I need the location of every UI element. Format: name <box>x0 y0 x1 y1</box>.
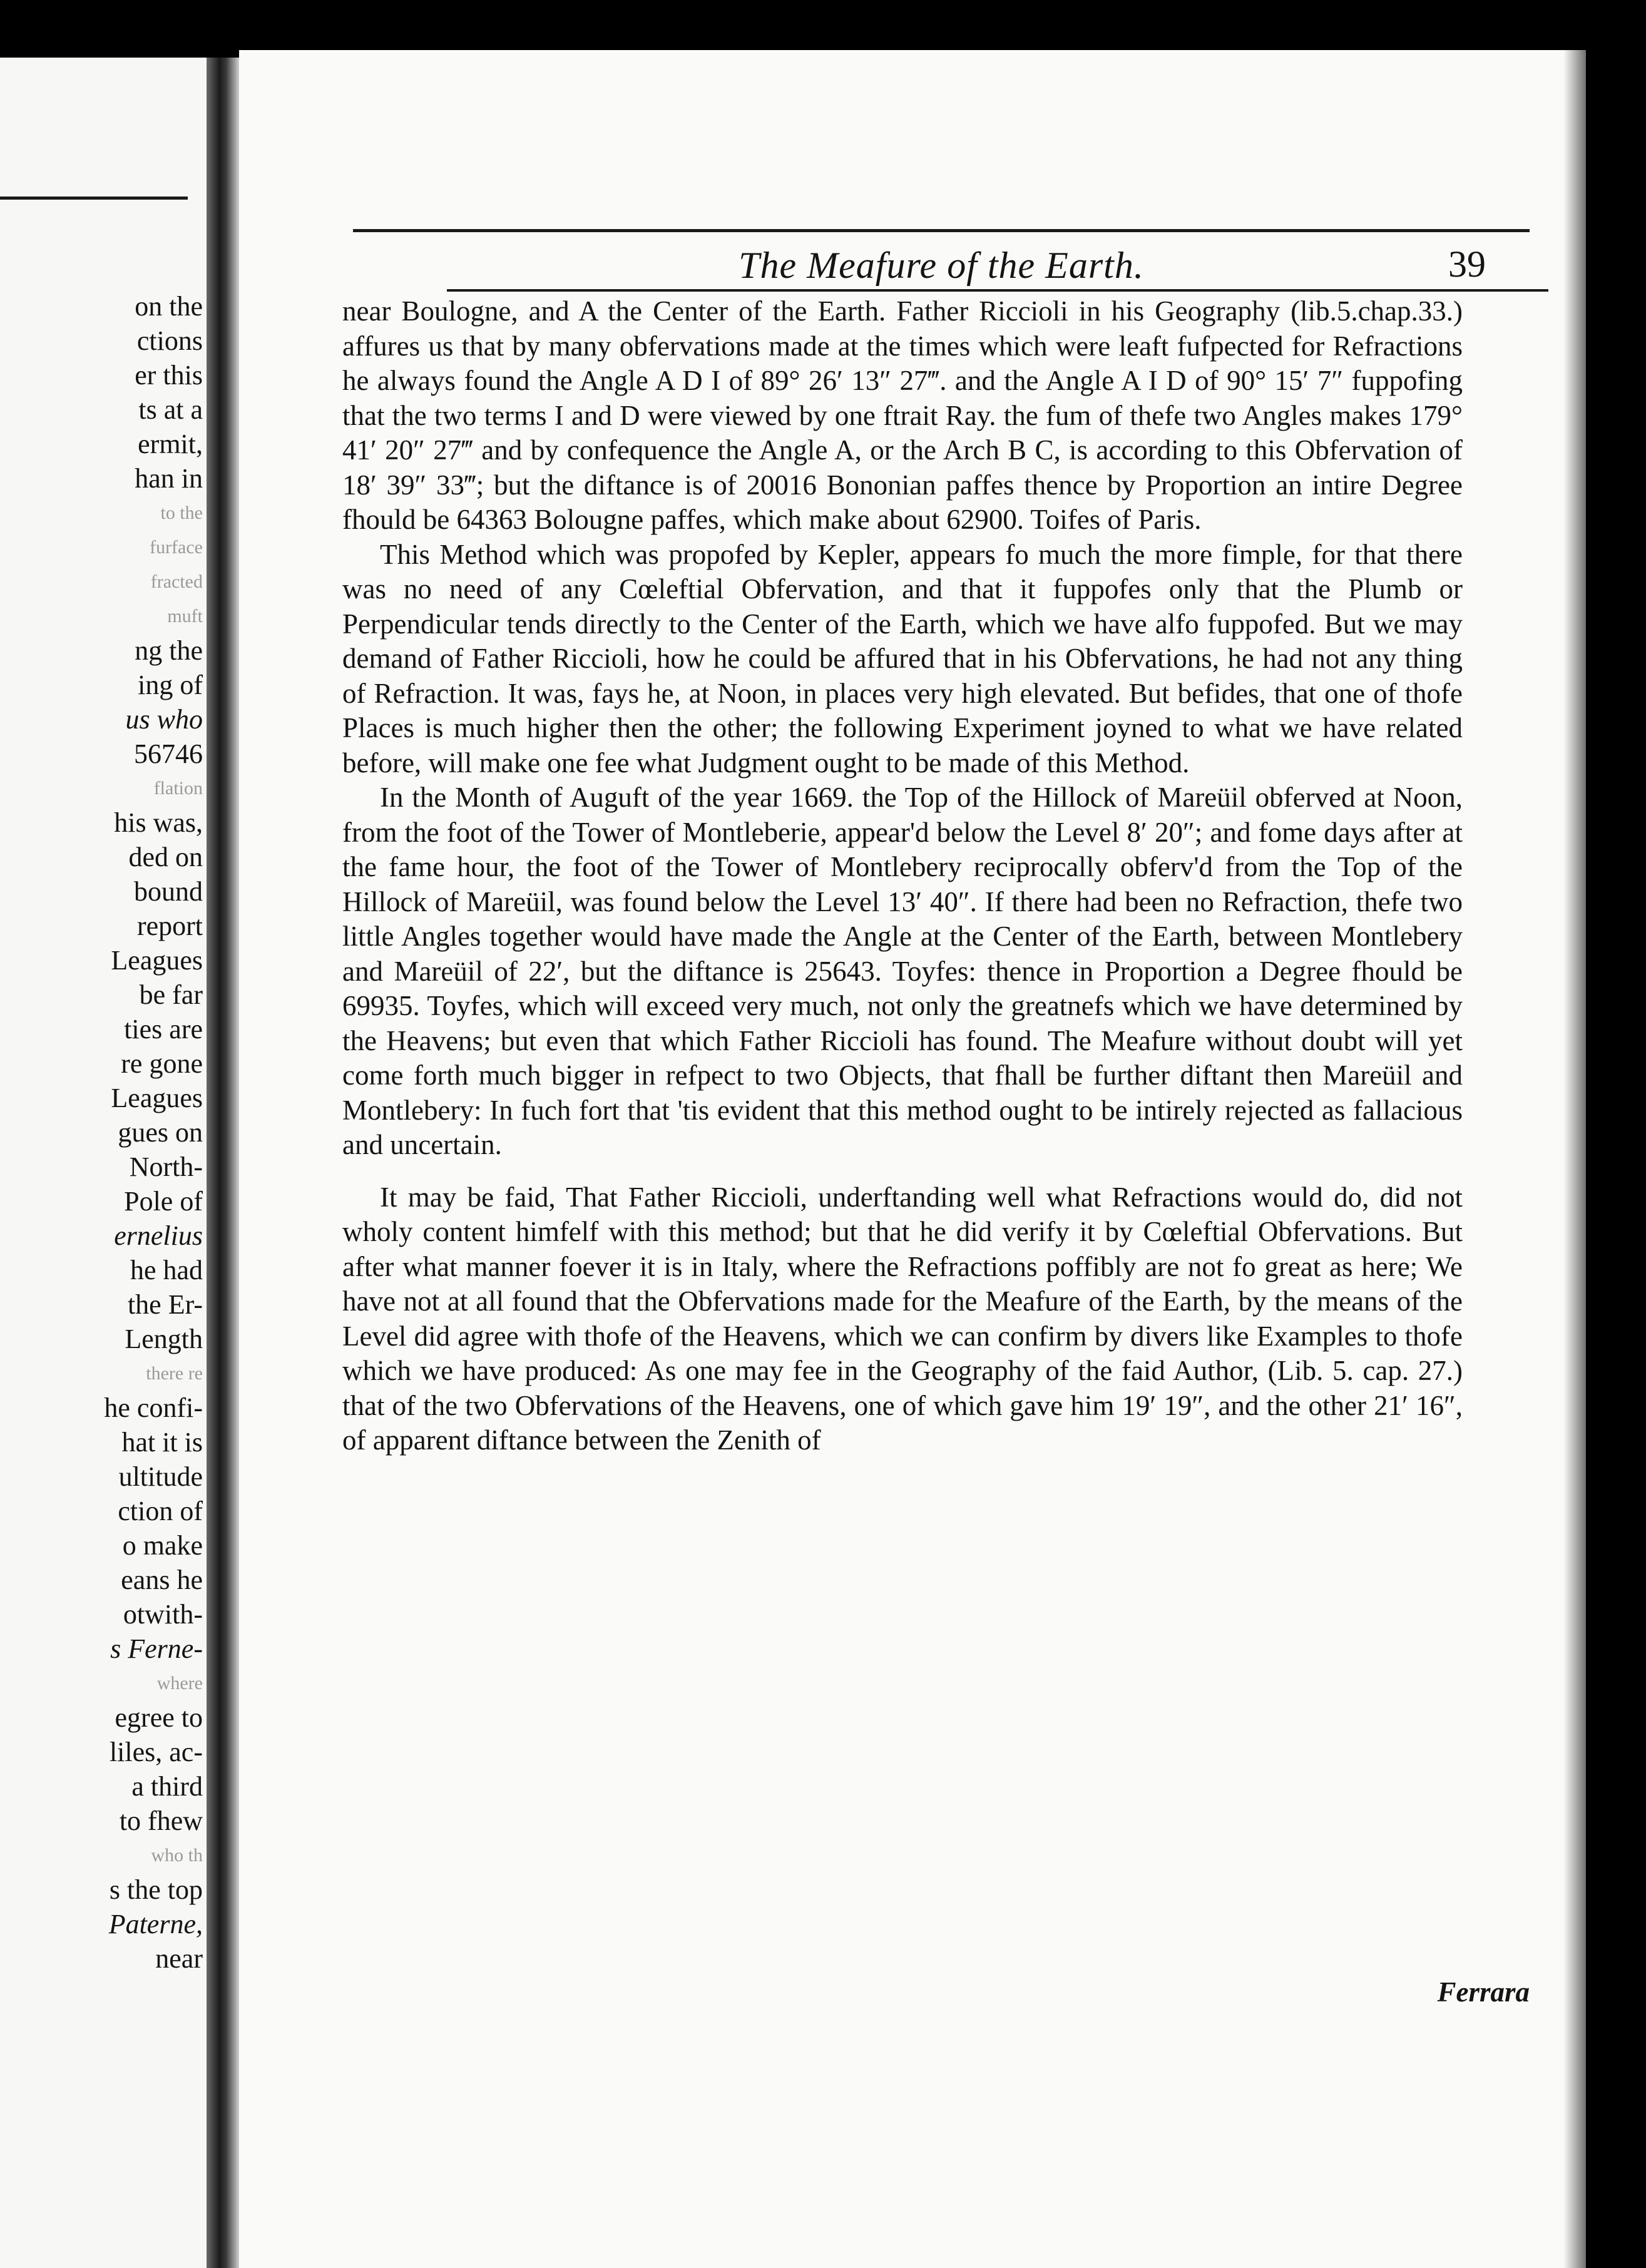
facing-line: North- <box>129 1152 203 1182</box>
facing-line: ultitude <box>118 1461 203 1492</box>
facing-line: 56746 <box>134 738 203 769</box>
facing-line: ctions <box>136 325 203 356</box>
facing-line: he confi- <box>104 1392 203 1423</box>
facing-line: ng the <box>135 635 203 666</box>
facing-line: bound <box>134 876 203 907</box>
header-rule-top <box>353 229 1530 232</box>
facing-line: eans he <box>121 1565 203 1595</box>
facing-line: han in <box>135 463 203 494</box>
facing-line: ts at a <box>138 394 203 425</box>
facing-line: there re <box>146 1363 203 1384</box>
facing-page-text <box>3 289 203 1976</box>
facing-line: to the <box>160 503 203 523</box>
facing-page-fragment <box>0 58 207 2268</box>
facing-line: on the <box>135 291 203 322</box>
running-title: The Meafure of the Earth. <box>739 245 1144 286</box>
facing-line: o make <box>122 1530 203 1561</box>
paragraph-3: In the Month of Auguft of the year 1669. the Top of the Hillock of Mareüil obferved at Noon, from the foot of the Tower of Montleberie, appear'd below the Level 8′ 20″; and fome days after at the fame hour, the foot of the Tower of Montlebery reciprocally obferv'd from the Top of the Hillock of Mareüil, was found below the Level 13′ 40″. If there had been no Refraction, thefe two little Angles together would have made the Angle at the Center of the Earth, between Montlebery and Mareüil of 22′, but the diftance is 25643. Toyfes: thence in Proportion a Degree fhould be 69935. Toyfes, which will exceed very much, not only the greatnefs which we have determined by the Heavens; but even that which Father Riccioli has found. The Meafure without doubt will yet come forth much bigger in refpect to two Objects, that fhall be further diftant then Mareüil and Montlebery: In fuch fort that 'tis evident that this method ought to be intirely rejected as fallacious and uncertain. <box>342 782 1463 1160</box>
facing-line: liles, ac- <box>109 1737 203 1767</box>
book-gutter <box>207 58 239 2268</box>
facing-line: he had <box>130 1255 203 1285</box>
facing-line: ded on <box>128 842 203 872</box>
paragraph-1: near Boulogne, and A the Center of the Earth. Father Riccioli in his Geography (lib.5.chap.33.) affures us that by many obfervations made at the times which were leaft fufpected for Refractions he always found the Angle A D I of 89° 26′ 13″ 27‴. and the Angle A I D of 90° 15′ 7″ fuppofing that the two terms I and D were viewed by one ftrait Ray. the fum of thefe two Angles makes 179° 41′ 20″ 27‴ and by confequence the Angle A, or the Arch B C, is according to this Obfervation of 18′ 39″ 33‴; but the diftance is of 20016 Bononian paffes thence by Proportion an intire Degree fhould be 64363 Bolougne paffes, which make about 62900. Toifes of Paris. <box>342 295 1463 535</box>
page-body-text <box>342 294 1463 1458</box>
facing-line: flation <box>153 778 203 799</box>
facing-line: to fhew <box>119 1806 203 1836</box>
facing-line: ties are <box>124 1014 203 1045</box>
facing-line: Paterne, <box>108 1909 203 1939</box>
catchword: Ferrara <box>1437 1976 1530 2008</box>
facing-line: who th <box>151 1845 203 1866</box>
facing-line: gues on <box>118 1117 203 1148</box>
facing-line: Leagues <box>111 945 203 976</box>
paragraph-4: It may be faid, That Father Riccioli, underftanding well what Refractions would do, did not wholy content himfelf with this method; but that he did verify it by Cœleftial Obfervations. But after what manner foever it is in Italy, where the Refractions poffibly are not fo great as here; We have not at all found that the Obfervations made for the Meafure of the Earth, by the means of the Level did agree with thofe of the Heavens, which we can confirm by divers like Examples to thofe which we have produced: As one may fee in the Geography of the faid Author, (Lib. 5. cap. 27.) that of the two Obfervations of the Heavens, one of which gave him 19′ 19″, and the other 21′ 16″, of apparent diftance between the Zenith of <box>342 1181 1463 1456</box>
running-header <box>353 229 1530 289</box>
facing-line: his was, <box>114 807 203 838</box>
facing-line: where <box>156 1673 203 1693</box>
facing-line: report <box>136 911 203 941</box>
facing-line: egree to <box>115 1702 203 1733</box>
facing-line: near <box>155 1943 203 1974</box>
facing-line: us who <box>125 704 203 735</box>
facing-line: be far <box>139 979 203 1010</box>
paragraph-2: This Method which was propofed by Kepler, appears fo much the more fimple, for that there was no need of any Cœleftial Obfervation, and that it fuppofes only that the Plumb or Perpendicular tends directly to the Center of the Earth, which we have alfo fuppofed. But we may demand of Father Riccioli, how he could be affured that in his Obfervations, he had not any thing of Refraction. It was, fays he, at Noon, in places very high elevated. But befides, that one of thofe Places is much higher then the other; the following Experiment joyned to what we have related before, will make one fee what Judgment ought to be made of this Method. <box>342 538 1463 779</box>
facing-line: ernelius <box>114 1220 203 1251</box>
book-page <box>239 50 1586 2268</box>
facing-line: Pole of <box>124 1186 203 1217</box>
facing-page-rule <box>0 197 188 200</box>
facing-line: a third <box>131 1771 203 1802</box>
facing-line: ing of <box>138 670 203 700</box>
facing-line: ction of <box>118 1496 203 1526</box>
page-number: 39 <box>1448 243 1486 285</box>
facing-line: the Er- <box>127 1289 203 1320</box>
facing-line: muft <box>167 606 203 626</box>
facing-line: s Ferne- <box>110 1633 203 1664</box>
facing-line: s the top <box>109 1874 203 1905</box>
header-rule-bottom <box>447 289 1548 292</box>
facing-line: re gone <box>121 1048 203 1079</box>
facing-line: er this <box>135 360 203 391</box>
facing-line: Length <box>125 1324 203 1354</box>
facing-line: fracted <box>150 571 203 592</box>
facing-line: Leagues <box>111 1083 203 1113</box>
facing-line: furface <box>150 537 203 558</box>
facing-line: hat it is <box>121 1427 203 1458</box>
facing-line: otwith- <box>123 1599 203 1630</box>
facing-line: ermit, <box>138 429 203 459</box>
